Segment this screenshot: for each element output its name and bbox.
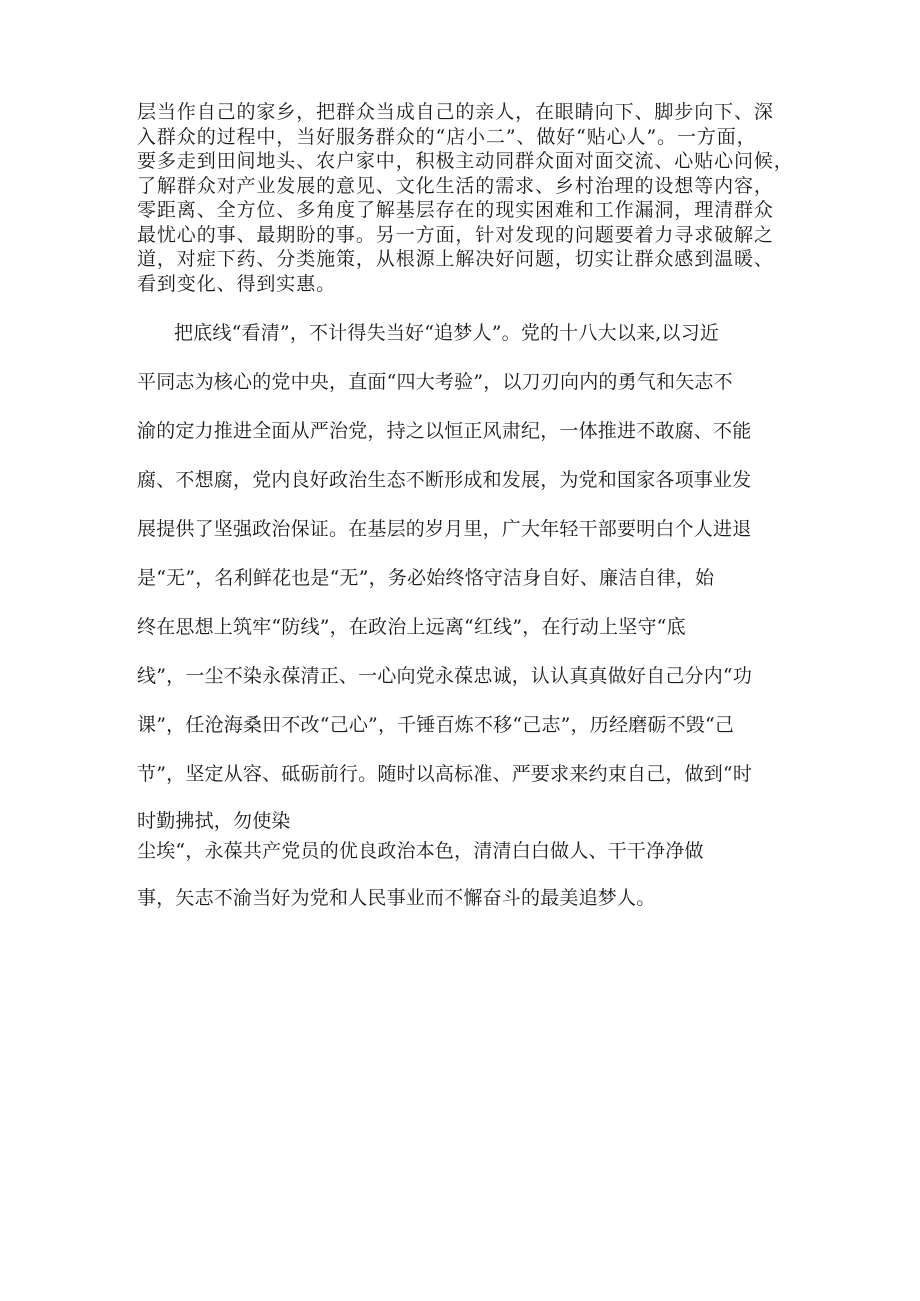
paragraph-2-line-10: 节”，坚定从容、砥砺前行。随时以高标准、严要求来约束自己，做到“时 [137, 763, 753, 785]
paragraph-1-line-3: 要多走到田间地头、农户家中，积极主动同群众面对面交流、心贴心问候， [137, 150, 794, 172]
paragraph-2-line-9: 课”，任沧海桑田不改“己心”，千锤百炼不移“己志”，历经磨砺不毁“己 [137, 714, 735, 736]
paragraph-2-line-8: 线”，一尘不染永葆清正、一心向党永葆忠诚，认认真真做好自己分内“功 [137, 665, 753, 687]
paragraph-1-line-8: 看到变化、得到实惠。 [137, 273, 337, 295]
paragraph-2-line-11: 时勤拂拭，勿使染 [137, 810, 291, 832]
paragraph-1-line-6: 最忧心的事、最期盼的事。另一方面，针对发现的问题要着力寻求破解之 [137, 224, 774, 246]
paragraph-1-line-7: 道，对症下药、分类施策，从根源上解决好问题，切实让群众感到温暖、 [137, 248, 774, 270]
paragraph-2-line-3: 渝的定力推进全面从严治党，持之以恒正风肃纪，一体推进不敢腐、不能 [137, 420, 752, 442]
paragraph-2-line-4: 腐、不想腐，党内良好政治生态不断形成和发展，为党和国家各项事业发 [137, 469, 752, 491]
paragraph-1-line-2: 入群众的过程中，当好服务群众的“店小二”、做好“贴心人”。一方面， [137, 126, 757, 148]
paragraph-2-line-5: 展提供了坚强政治保证。在基层的岁月里，广大年轻干部要明白个人进退 [137, 518, 752, 540]
paragraph-2-line-2: 平同志为核心的党中央，直面“四大考验”，以刀刃向内的勇气和矢志不 [137, 371, 733, 393]
paragraph-2-line-12: 尘埃“，永葆共产党员的优良政治本色，清清白白做人、干干净净做 [137, 840, 704, 862]
paragraph-2-line-1: 把底线“看清”，不计得失当好“追梦人”。党的十八大以来,以习近 [174, 322, 720, 344]
paragraph-1-line-5: 零距离、全方位、多角度了解基层存在的现实困难和工作漏洞，理清群众 [137, 199, 774, 221]
paragraph-2-line-7: 终在思想上筑牢“防线”，在政治上远离“红线”，在行动上坚守“底 [137, 616, 686, 638]
paragraph-1-line-1: 层当作自己的家乡，把群众当成自己的亲人，在眼睛向下、脚步向下、深 [137, 101, 774, 123]
paragraph-2-line-13: 事，矢志不渝当好为党和人民事业而不懈奋斗的最美追梦人。 [137, 887, 656, 909]
paragraph-2-line-6: 是“无”，名利鲜花也是“无”，务必始终恪守洁身自好、廉洁自律，始 [137, 567, 715, 589]
paragraph-1-line-4: 了解群众对产业发展的意见、文化生活的需求、乡村治理的设想等内容， [137, 175, 774, 197]
